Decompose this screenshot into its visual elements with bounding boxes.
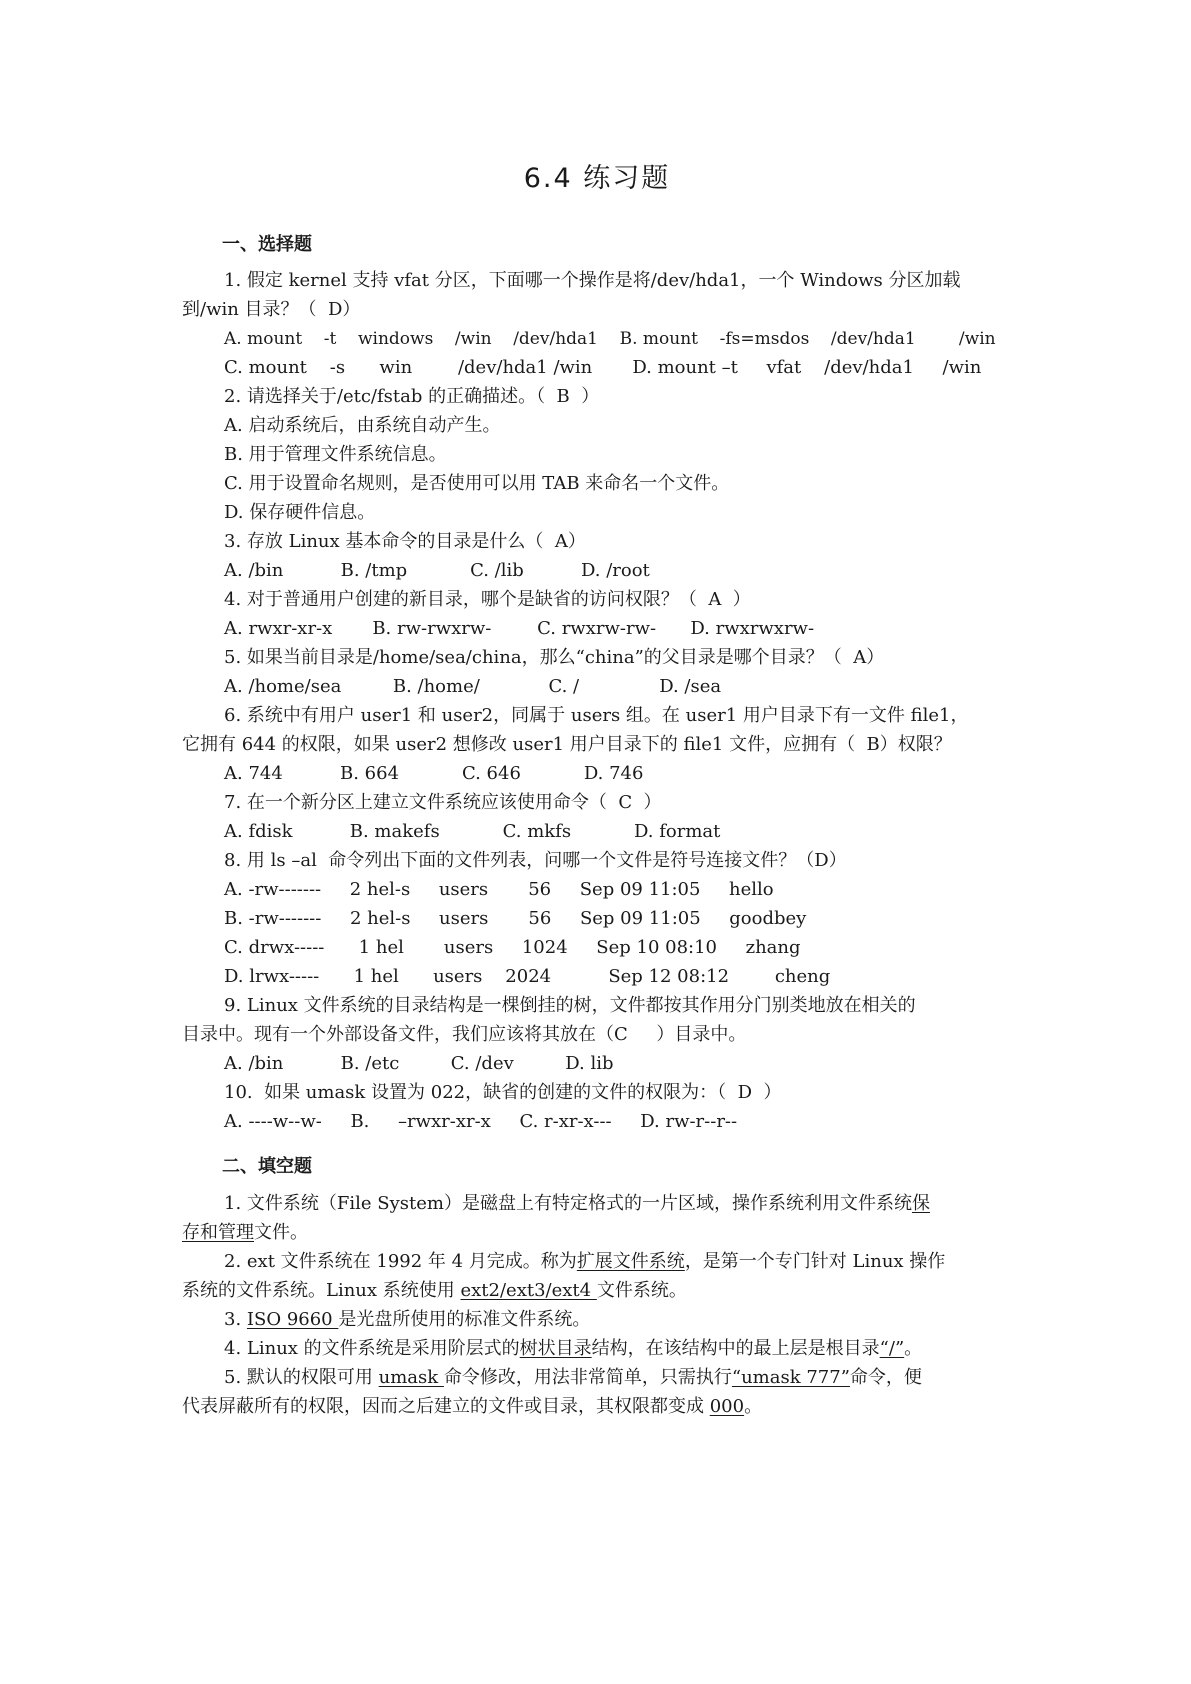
question-9-line-2: 目录中。现有一个外部设备文件，我们应该将其放在（C ）目录中。 — [182, 1024, 747, 1045]
fill-1-text: 1. 文件系统（File System）是磁盘上有特定格式的一片区域，操作系统利用文件系统 — [224, 1193, 912, 1214]
fill-5-line-1 — [224, 1368, 922, 1388]
question-7-options: A. fdisk B. makefs C. mkfs D. format — [224, 821, 721, 842]
fill-2-answer-1: 扩展文件系统 — [576, 1251, 685, 1272]
fill-5-answer-3: 000 — [709, 1396, 745, 1417]
question-6-line-1: 6. 系统中有用户 user1 和 user2，同属于 users 组。在 user1 用户目录下有一文件 file1， — [224, 705, 969, 726]
fill-2-text-2: 系统的文件系统。Linux 系统使用 — [182, 1280, 461, 1301]
question-6-line-2: 它拥有 644 的权限，如果 user2 想修改 user1 用户目录下的 file1 文件，应拥有（ B）权限？ — [182, 734, 952, 755]
fill-5-answer-1: umask — [378, 1367, 444, 1388]
fill-4 — [224, 1339, 922, 1359]
question-10-options: A. ----w--w- B. –rwxr-xr-x C. r-xr-x--- D. rw-r--r-- — [224, 1111, 738, 1132]
fill-1-line-2 — [182, 1223, 308, 1243]
fill-1-line-1 — [224, 1194, 930, 1214]
fill-2-text-mid: ，是第一个专门针对 Linux 操作 — [684, 1251, 946, 1272]
fill-5-text-2: 代表屏蔽所有的权限，因而之后建立的文件或目录，其权限都变成 — [182, 1396, 710, 1417]
fill-3 — [224, 1310, 590, 1330]
question-5-options: A. /home/sea B. /home/ C. / D. /sea — [224, 676, 722, 697]
fill-2-line-2 — [182, 1281, 687, 1301]
question-8-option-c: C. drwx----- 1 hel users 1024 Sep 10 08:10 zhang — [224, 937, 801, 958]
fill-5-text-end: 命令，便 — [849, 1367, 922, 1388]
fill-3-answer: ISO 9660 — [246, 1309, 339, 1330]
question-2-option-c: C. 用于设置命名规则，是否使用可以用 TAB 来命名一个文件。 — [224, 473, 730, 494]
question-1-options-2: C. mount -s win /dev/hda1 /win D. mount –t vfat /dev/hda1 /win — [224, 357, 982, 378]
question-6-options: A. 744 B. 664 C. 646 D. 746 — [224, 763, 644, 784]
question-2: 2. 请选择关于/etc/fstab 的正确描述。（ B ） — [224, 386, 600, 407]
section-heading-choice: 一、选择题 — [222, 234, 312, 255]
fill-4-text: 4. Linux 的文件系统是采用阶层式的 — [224, 1338, 520, 1359]
fill-5-answer-2: “umask 777” — [731, 1367, 850, 1388]
fill-4-text-end: 。 — [904, 1338, 923, 1359]
question-8-option-a: A. -rw------- 2 hel-s users 56 Sep 09 11:05 hello — [224, 879, 774, 900]
fill-4-answer-1: 树状目录 — [519, 1338, 592, 1359]
fill-2-text: 2. ext 文件系统在 1992 年 4 月完成。称为 — [224, 1251, 577, 1272]
question-1-line-1: 1. 假定 kernel 支持 vfat 分区，下面哪一个操作是将/dev/hda1，一个 Windows 分区加载 — [224, 270, 961, 291]
question-10: 10. 如果 umask 设置为 022，缺省的创建的文件的权限为：（ D ） — [224, 1082, 782, 1103]
question-2-option-b: B. 用于管理文件系统信息。 — [224, 444, 447, 465]
fill-3-text: 是光盘所使用的标准文件系统。 — [338, 1309, 591, 1330]
fill-5-text-mid: 命令修改，用法非常简单，只需执行 — [443, 1367, 732, 1388]
question-9-line-1: 9. Linux 文件系统的目录结构是一棵倒挂的树，文件都按其作用分门别类地放在相关的 — [224, 995, 916, 1016]
question-2-option-d: D. 保存硬件信息。 — [224, 502, 376, 523]
fill-4-text-mid: 结构，在该结构中的最上层是根目录 — [591, 1338, 880, 1359]
question-3: 3. 存放 Linux 基本命令的目录是什么（ A） — [224, 531, 586, 552]
fill-2-text-end: 文件系统。 — [596, 1280, 687, 1301]
question-8-option-d: D. lrwx----- 1 hel users 2024 Sep 12 08:12 cheng — [224, 966, 831, 987]
fill-1-answer-part-2: 存和管理 — [182, 1222, 254, 1243]
section-heading-fill: 二、填空题 — [222, 1156, 312, 1177]
fill-1-text-end: 文件。 — [254, 1222, 308, 1243]
question-3-options: A. /bin B. /tmp C. /lib D. /root — [224, 560, 650, 581]
question-9-options: A. /bin B. /etc C. /dev D. lib — [224, 1053, 614, 1074]
question-4-options: A. rwxr-xr-x B. rw-rwxrw- C. rwxrw-rw- D. rwxrwxrw- — [224, 618, 815, 639]
question-8-option-b: B. -rw------- 2 hel-s users 56 Sep 09 11:05 goodbey — [224, 908, 807, 929]
fill-5-line-2 — [182, 1397, 762, 1417]
fill-1-answer-part-1: 保 — [911, 1193, 930, 1214]
question-8: 8. 用 ls –al 命令列出下面的文件列表，问哪一个文件是符号连接文件？（D） — [224, 850, 847, 871]
page-title: 6.4 练习题 — [523, 163, 671, 194]
fill-5-text-final: 。 — [744, 1396, 763, 1417]
fill-4-answer-2: “/” — [879, 1338, 905, 1359]
fill-3-number: 3. — [224, 1309, 247, 1330]
fill-2-line-1 — [224, 1252, 945, 1272]
fill-2-answer-2: ext2/ext3/ext4 — [460, 1280, 597, 1301]
question-1-options-1: A. mount -t windows /win /dev/hda1 B. mount -fs=msdos /dev/hda1 /win — [224, 329, 996, 349]
question-2-option-a: A. 启动系统后，由系统自动产生。 — [224, 415, 501, 436]
fill-5-text: 5. 默认的权限可用 — [224, 1367, 379, 1388]
question-1-line-2: 到/win 目录？（ D） — [182, 299, 361, 320]
question-7: 7. 在一个新分区上建立文件系统应该使用命令（ C ） — [224, 792, 662, 813]
question-5: 5. 如果当前目录是/home/sea/china，那么“china”的父目录是哪个目录？（ A） — [224, 647, 885, 668]
question-4: 4. 对于普通用户创建的新目录，哪个是缺省的访问权限？（ A ） — [224, 589, 751, 610]
